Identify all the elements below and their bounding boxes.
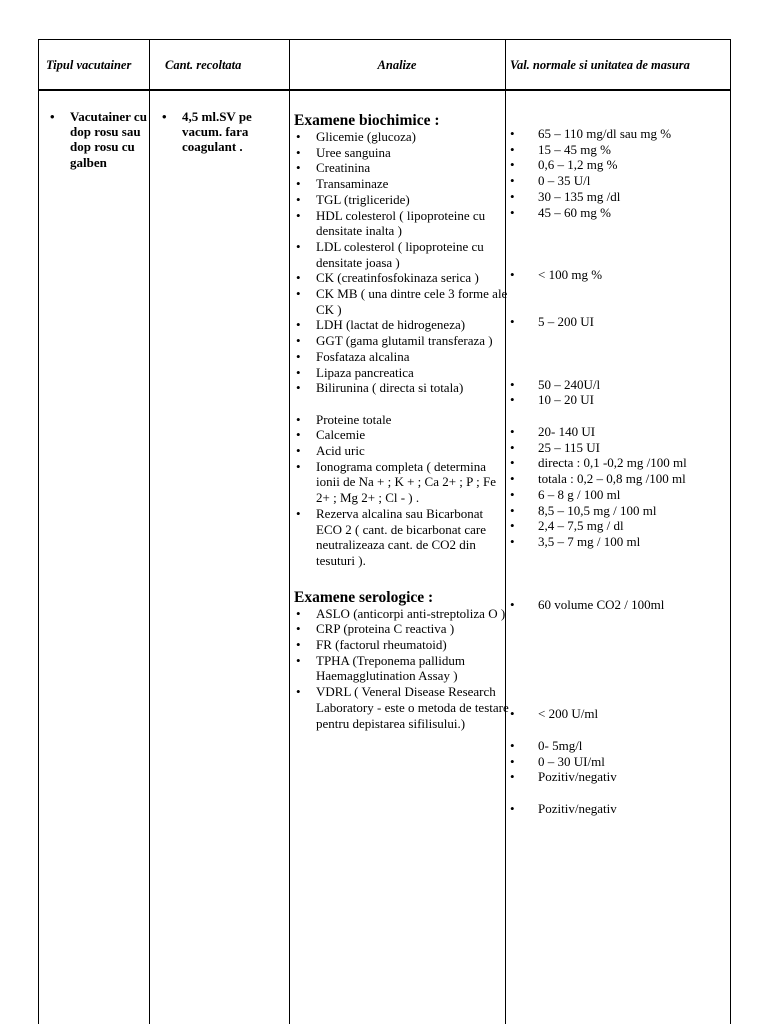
vacutainer-column xyxy=(48,109,156,170)
value-item: • 45 – 60 mg % xyxy=(508,205,730,221)
analysis-item: • FR (factorul rheumatoid) xyxy=(294,637,509,653)
header-cant-recoltata: Cant. recoltata xyxy=(165,58,242,72)
value-item: • 0,6 – 1,2 mg % xyxy=(508,157,730,173)
value-item: • Pozitiv/negativ xyxy=(508,769,730,785)
analysis-item: • Acid uric xyxy=(294,443,509,459)
col-divider-4 xyxy=(730,39,731,1024)
col-divider-0 xyxy=(38,39,39,1024)
analysis-item: • Glicemie (glucoza) xyxy=(294,129,509,145)
value-item: • < 200 U/ml xyxy=(508,706,730,722)
value-item: • 0 – 30 UI/ml xyxy=(508,754,730,770)
value-item: • 2,4 – 7,5 mg / dl xyxy=(508,518,730,534)
col-divider-2 xyxy=(289,39,290,1024)
biochimice-list xyxy=(294,129,509,396)
value-item: • Pozitiv/negativ xyxy=(508,801,730,817)
value-item: • 25 – 115 UI xyxy=(508,440,730,456)
cantitate-item: • 4,5 ml.SV pe vacum. fara coagulant . xyxy=(160,109,292,155)
analysis-item: • Rezerva alcalina sau Bicarbonat ECO 2 ( cant. de bicarbonat care neutralizeaza cant. de CO2 din tesuturi ). xyxy=(294,506,509,569)
analysis-item: • Lipaza pancreatica xyxy=(294,365,509,381)
analysis-table xyxy=(38,39,731,1024)
value-item: • 60 volume CO2 / 100ml xyxy=(508,597,730,613)
valori-column xyxy=(508,126,730,817)
value-item: • totala : 0,2 – 0,8 mg /100 ml xyxy=(508,471,730,487)
biochimice-list-continued xyxy=(294,412,509,569)
analysis-item: • Proteine totale xyxy=(294,412,509,428)
value-item: • 50 – 240U/l xyxy=(508,377,730,393)
analysis-item: • Calcemie xyxy=(294,427,509,443)
value-item: • 20- 140 UI xyxy=(508,424,730,440)
analysis-item: • Bilirunina ( directa si totala) xyxy=(294,380,509,396)
analysis-item: • Creatinina xyxy=(294,160,509,176)
analysis-item: • CK (creatinfosfokinaza serica ) xyxy=(294,270,509,286)
value-item: • 65 – 110 mg/dl sau mg % xyxy=(508,126,730,142)
section-title-serologice: Examene serologice : xyxy=(294,588,434,606)
value-item: • directa : 0,1 -0,2 mg /100 ml xyxy=(508,455,730,471)
analysis-item: • Transaminaze xyxy=(294,176,509,192)
header-val-normale: Val. normale si unitatea de masura xyxy=(510,58,690,72)
value-item: • 30 – 135 mg /dl xyxy=(508,189,730,205)
analysis-item: • HDL colesterol ( lipoproteine cu densitate inalta ) xyxy=(294,208,509,239)
value-item: • 6 – 8 g / 100 ml xyxy=(508,487,730,503)
value-item: • < 100 mg % xyxy=(508,267,730,283)
value-item: • 0- 5mg/l xyxy=(508,738,730,754)
header-bottom-border xyxy=(38,89,731,91)
analysis-item: • ASLO (anticorpi anti-streptoliza O ) xyxy=(294,606,509,622)
section-title-biochimice: Examene biochimice : xyxy=(294,112,440,129)
analysis-item: • GGT (gama glutamil transferaza ) xyxy=(294,333,509,349)
value-item: • 8,5 – 10,5 mg / 100 ml xyxy=(508,503,730,519)
table-top-border xyxy=(38,39,731,40)
analysis-item: • CK MB ( una dintre cele 3 forme ale CK ) xyxy=(294,286,509,317)
cantitate-column xyxy=(160,109,292,155)
analysis-item: • Ionograma completa ( determina ionii de Na + ; K + ; Ca 2+ ; P ; Fe 2+ ; Mg 2+ ; Cl - ) . xyxy=(294,459,509,506)
value-item: • 0 – 35 U/l xyxy=(508,173,730,189)
analysis-item: • Fosfataza alcalina xyxy=(294,349,509,365)
analysis-item: • TPHA (Treponema pallidum Haemagglutination Assay ) xyxy=(294,653,509,684)
values-list xyxy=(508,126,730,817)
vacutainer-item: • Vacutainer cu dop rosu sau dop rosu cu galben xyxy=(48,109,156,170)
serologice-list xyxy=(294,606,509,732)
analize-column xyxy=(294,112,509,731)
value-item: • 3,5 – 7 mg / 100 ml xyxy=(508,534,730,550)
analysis-item: • Uree sanguina xyxy=(294,145,509,161)
value-item: • 10 – 20 UI xyxy=(508,392,730,408)
analysis-item: • LDH (lactat de hidrogeneza) xyxy=(294,317,509,333)
analysis-item: • LDL colesterol ( lipoproteine cu densitate joasa ) xyxy=(294,239,509,270)
header-tipul-vacutainer: Tipul vacutainer xyxy=(46,58,132,72)
analysis-item: • VDRL ( Veneral Disease Research Laboratory - este o metoda de testare pentru depistarea sifilisului.) xyxy=(294,684,509,731)
col-divider-1 xyxy=(149,39,150,1024)
analysis-item: • TGL (trigliceride) xyxy=(294,192,509,208)
analysis-item: • CRP (proteina C reactiva ) xyxy=(294,621,509,637)
value-item: • 5 – 200 UI xyxy=(508,314,730,330)
value-item: • 15 – 45 mg % xyxy=(508,142,730,158)
header-analize: Analize xyxy=(377,58,417,72)
